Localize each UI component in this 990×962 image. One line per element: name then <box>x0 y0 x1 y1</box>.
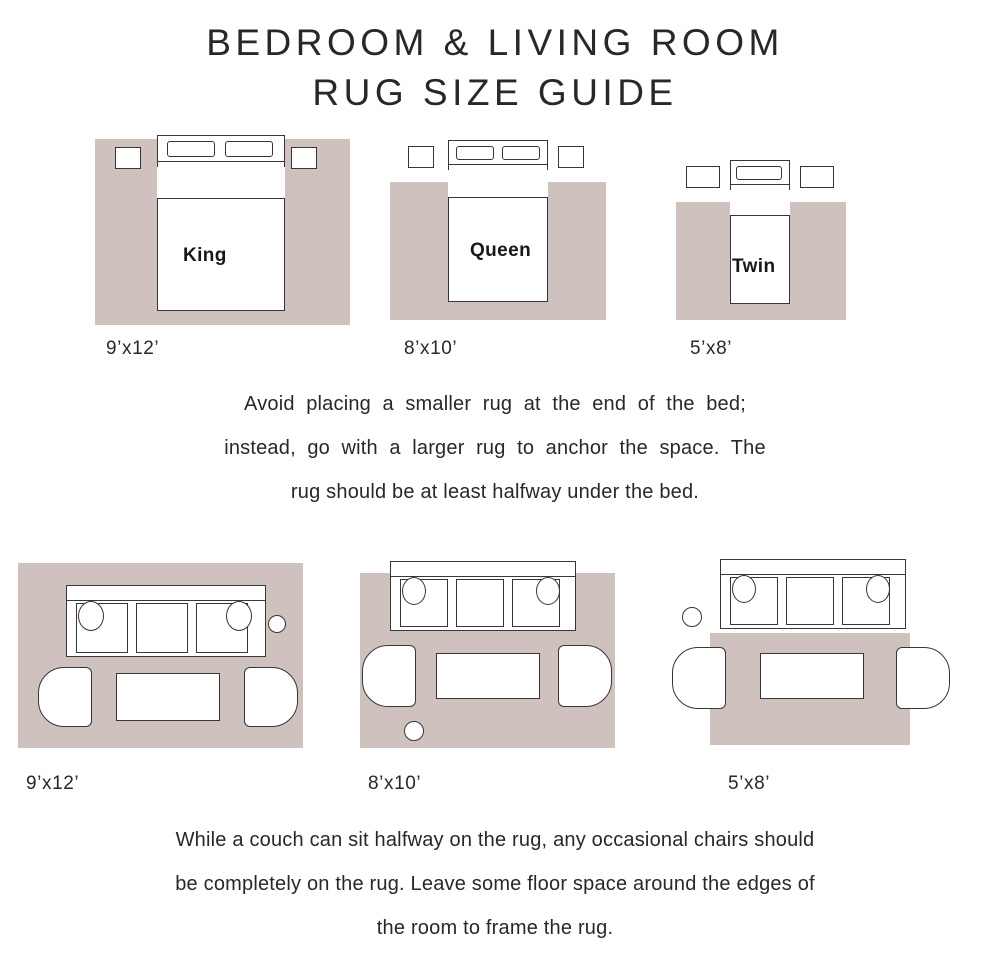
bedroom-note-line-2: instead, go with a larger rug to anchor the space. The <box>224 437 766 459</box>
pillow-right-queen <box>502 146 540 160</box>
rug-size-caption-living-9x12: 9’x12’ <box>26 773 80 794</box>
nightstand-left-king <box>115 147 141 169</box>
nightstand-right-twin <box>800 166 834 188</box>
couch-pillow-left-9x12 <box>78 601 104 631</box>
couch-back-5x8 <box>720 559 906 575</box>
living-room-diagram-row <box>0 555 990 800</box>
side-table-5x8 <box>682 607 702 627</box>
bedroom-diagram-queen <box>390 140 606 320</box>
blanket-fold-queen <box>448 170 548 198</box>
living-diagram-5x8 <box>660 555 950 750</box>
nightstand-right-queen <box>558 146 584 168</box>
living-diagram-8x10 <box>360 555 615 760</box>
living-note-line-1: While a couch can sit halfway on the rug, any occasional chairs should <box>175 829 815 851</box>
couch-back-9x12 <box>66 585 266 601</box>
living-note-line-3: the room to frame the rug. <box>376 917 614 939</box>
accent-chair-left-5x8 <box>672 647 726 709</box>
living-diagram-9x12 <box>18 555 303 755</box>
rug-size-caption-twin: 5’x8’ <box>690 338 733 359</box>
side-table-9x12 <box>268 615 286 633</box>
accent-chair-right-5x8 <box>896 647 950 709</box>
pillow-twin <box>736 166 782 180</box>
bed-label-twin: Twin <box>732 256 776 277</box>
rug-size-caption-king: 9’x12’ <box>106 338 160 359</box>
page-title <box>0 18 990 118</box>
page-title-line-2: RUG SIZE GUIDE <box>312 72 678 113</box>
accent-chair-left-8x10 <box>362 645 416 707</box>
couch-pillow-left-8x10 <box>402 577 426 605</box>
coffee-table-9x12 <box>116 673 220 721</box>
couch-pillow-right-9x12 <box>226 601 252 631</box>
bedroom-diagram-king <box>95 135 350 325</box>
bedroom-note-line-3: rug should be at least halfway under the bed. <box>290 481 700 503</box>
rug-size-caption-living-5x8: 5’x8’ <box>728 773 771 794</box>
couch-pillow-left-5x8 <box>732 575 756 603</box>
nightstand-left-queen <box>408 146 434 168</box>
pillow-right-king <box>225 141 273 157</box>
bedroom-note <box>0 382 990 514</box>
couch-back-8x10 <box>390 561 576 577</box>
blanket-fold-twin <box>730 190 790 216</box>
living-room-note <box>0 818 990 950</box>
coffee-table-5x8 <box>760 653 864 699</box>
living-note-line-2: be completely on the rug. Leave some floor space around the edges of <box>175 873 815 895</box>
accent-chair-right-8x10 <box>558 645 612 707</box>
bedroom-diagram-twin <box>676 158 846 323</box>
rug-size-caption-queen: 8’x10’ <box>404 338 458 359</box>
couch-cushion-2-8x10 <box>456 579 504 627</box>
bed-label-king: King <box>183 245 227 266</box>
bedroom-note-line-1: Avoid placing a smaller rug at the end of the bed; <box>244 393 746 415</box>
couch-cushion-2-9x12 <box>136 603 188 653</box>
pillow-left-king <box>167 141 215 157</box>
nightstand-left-twin <box>686 166 720 188</box>
nightstand-right-king <box>291 147 317 169</box>
accent-chair-right-9x12 <box>244 667 298 727</box>
blanket-fold-king <box>157 167 285 199</box>
side-table-8x10 <box>404 721 424 741</box>
rug-size-caption-living-8x10: 8’x10’ <box>368 773 422 794</box>
bed-label-queen: Queen <box>470 240 532 261</box>
page-title-line-1: BEDROOM & LIVING ROOM <box>206 22 784 63</box>
couch-pillow-right-8x10 <box>536 577 560 605</box>
coffee-table-8x10 <box>436 653 540 699</box>
bedroom-diagram-row <box>0 130 990 370</box>
couch-pillow-right-5x8 <box>866 575 890 603</box>
couch-cushion-2-5x8 <box>786 577 834 625</box>
accent-chair-left-9x12 <box>38 667 92 727</box>
pillow-left-queen <box>456 146 494 160</box>
